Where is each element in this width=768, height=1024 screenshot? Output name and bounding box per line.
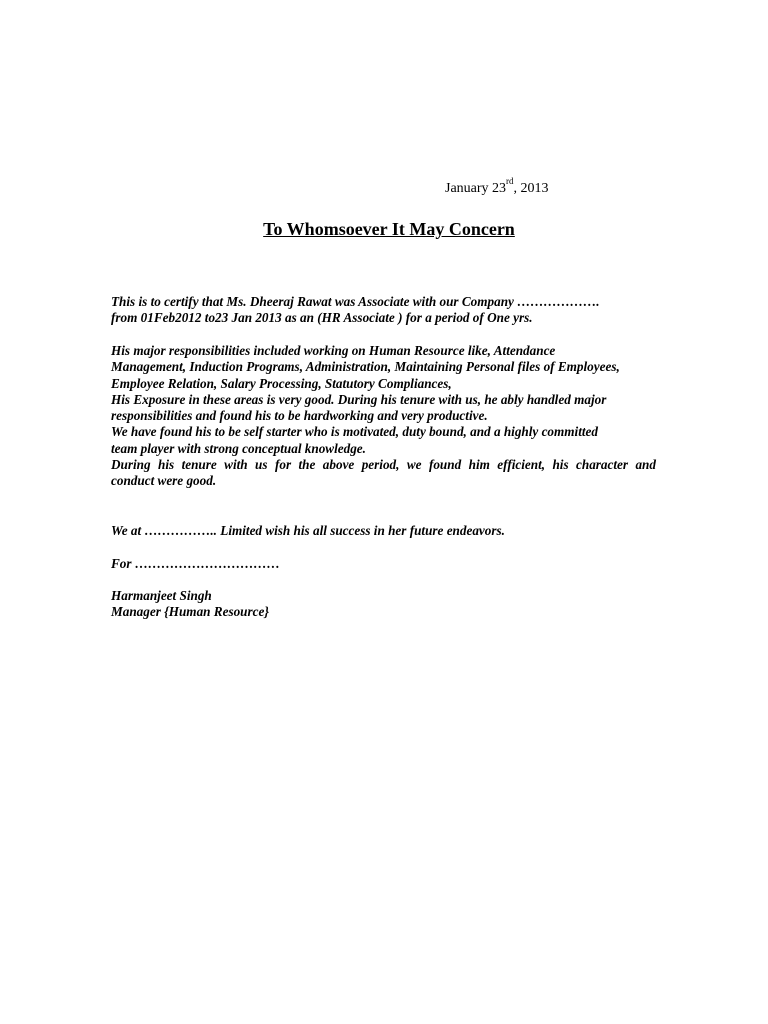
certification-paragraph [111,294,656,327]
certification-line: This is to certify that Ms. Dheeraj Rawat was Associate with our Company ………………. [111,294,600,309]
date-ordinal-suffix: rd [506,176,514,187]
responsibilities-line: Employee Relation, Salary Processing, Statutory Compliances, [111,375,452,391]
date-month-day: January 23 [445,181,507,196]
wishes-line: We at …………….. Limited wish his all success in her future endeavors. [111,523,505,538]
letter-date [445,176,549,197]
responsibilities-line: We have found his to be self starter who is motivated, duty bound, and a highly committed [111,424,598,440]
responsibilities-line: Management, Induction Programs, Administration, Maintaining Personal files of Employees, [111,359,620,375]
for-line: For …………………………… [111,556,280,571]
certification-line: from 01Feb2012 to23 Jan 2013 as an (HR Associate ) for a period of One yrs. [111,310,533,326]
responsibilities-line: During his tenure with us for the above period, we found him efficient, his character and [111,457,656,473]
responsibilities-paragraph [111,343,656,490]
responsibilities-line: His major responsibilities included working on Human Resource like, Attendance [111,343,556,358]
signatory-designation: Manager {Human Resource} [111,604,269,620]
responsibilities-line: team player with strong conceptual knowledge. [111,440,366,456]
signature-block [111,588,656,621]
responsibilities-line: conduct were good. [111,473,217,489]
date-year: , 2013 [513,181,549,196]
for-company-line [111,556,656,572]
wishes-paragraph [111,523,656,539]
responsibilities-line: His Exposure in these areas is very good. During his tenure with us, he ably handled major [111,391,607,407]
responsibilities-line: responsibilities and found his to be hardworking and very productive. [111,408,488,424]
letter-title: To Whomsoever It May Concern [263,219,515,239]
signatory-name: Harmanjeet Singh [111,588,212,603]
